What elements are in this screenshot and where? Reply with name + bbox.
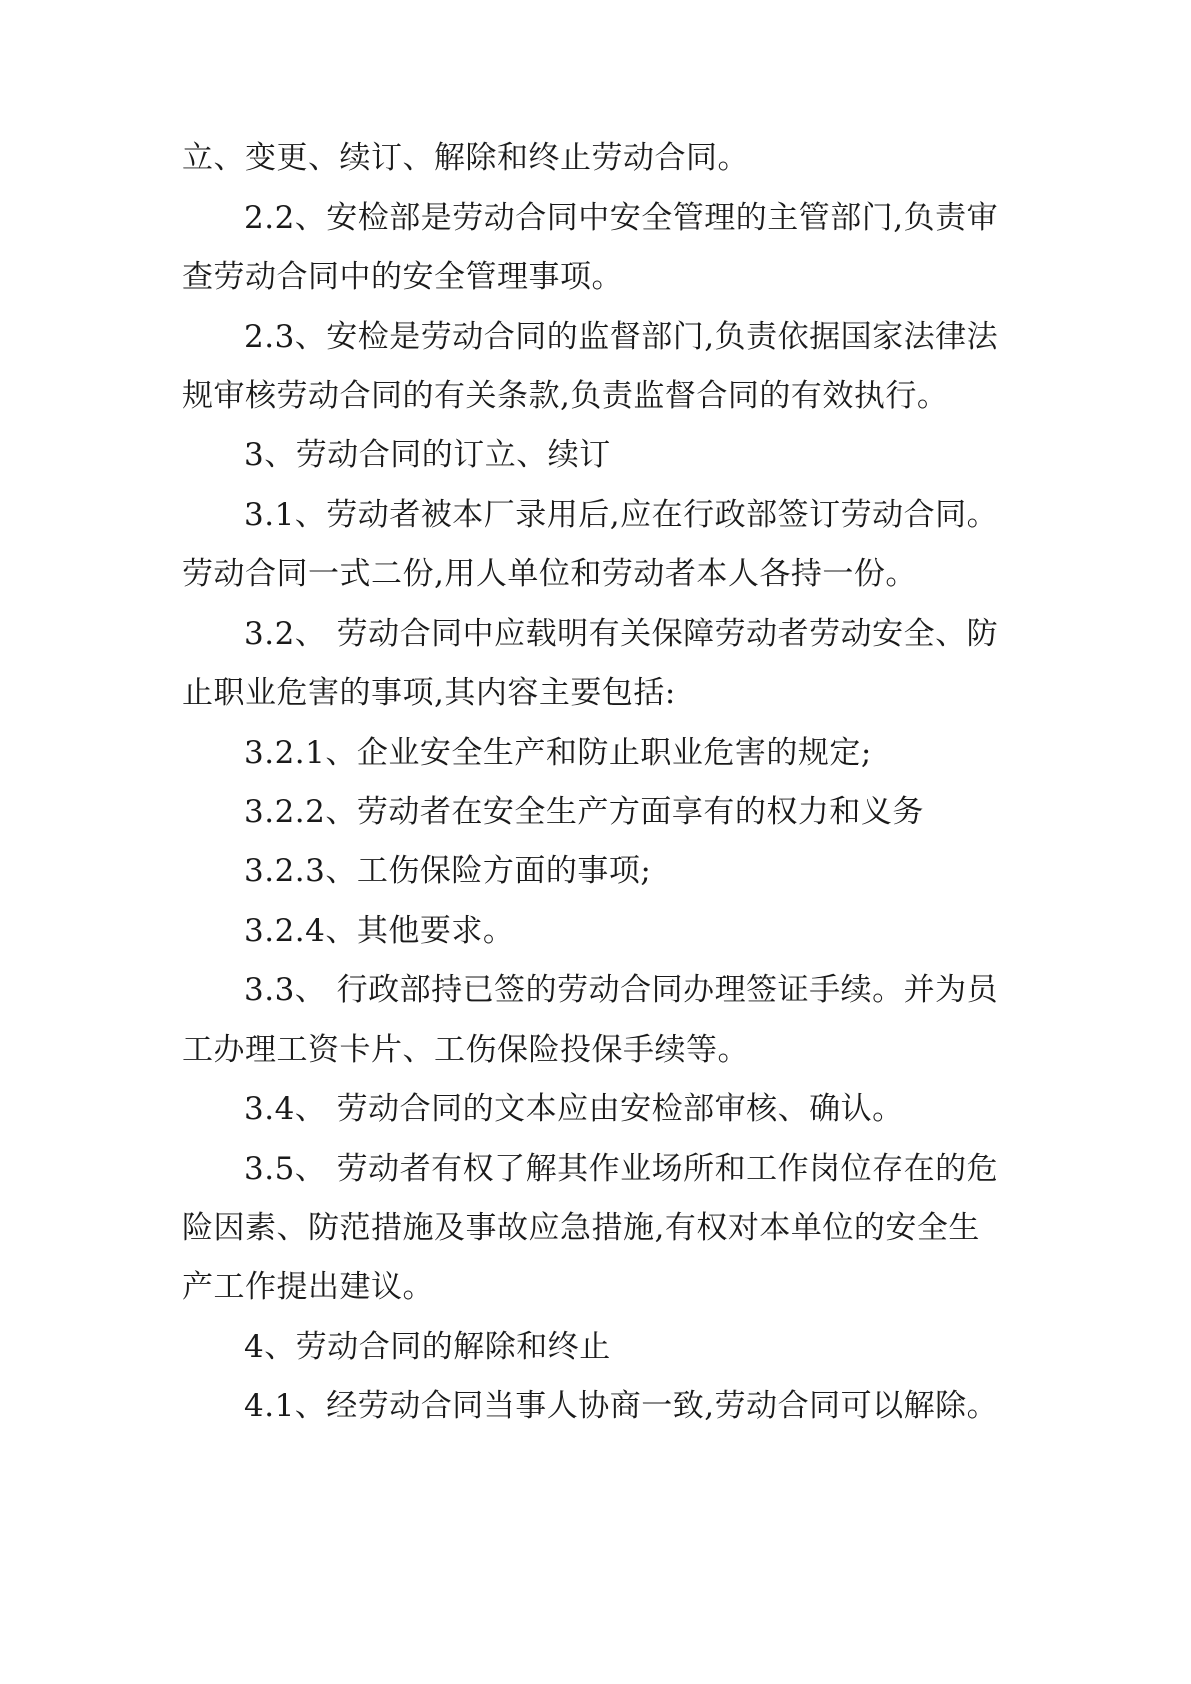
text-line: 产工作提出建议。 — [182, 1269, 434, 1305]
text-line: 2.3、安检是劳动合同的监督部门,负责依据国家法律法 — [244, 319, 999, 355]
section-heading: 4、劳动合同的解除和终止 — [244, 1329, 611, 1365]
text-line: 3.2、 劳动合同中应载明有关保障劳动者劳动安全、防 — [244, 616, 999, 652]
text-line: 2.2、安检部是劳动合同中安全管理的主管部门,负责审 — [244, 200, 999, 236]
text-line: 规审核劳动合同的有关条款,负责监督合同的有效执行。 — [182, 378, 949, 414]
text-line: 3.2.3、工伤保险方面的事项; — [244, 853, 652, 889]
text-line: 3.3、 行政部持已签的劳动合同办理签证手续。并为员 — [244, 972, 999, 1008]
text-line: 止职业危害的事项,其内容主要包括: — [182, 675, 676, 711]
text-line: 4.1、经劳动合同当事人协商一致,劳动合同可以解除。 — [244, 1388, 999, 1424]
text-line: 工办理工资卡片、工伤保险投保手续等。 — [182, 1032, 749, 1068]
text-line: 立、变更、续订、解除和终止劳动合同。 — [182, 140, 749, 176]
text-line: 3.2.2、劳动者在安全生产方面享有的权力和义务 — [244, 794, 924, 830]
text-line: 3.4、 劳动合同的文本应由安检部审核、确认。 — [244, 1091, 904, 1127]
text-line: 劳动合同一式二份,用人单位和劳动者本人各持一份。 — [182, 556, 917, 592]
text-line: 3.5、 劳动者有权了解其作业场所和工作岗位存在的危 — [244, 1151, 999, 1187]
text-line: 3.2.1、企业安全生产和防止职业危害的规定; — [244, 735, 872, 771]
text-line: 3.2.4、其他要求。 — [244, 913, 515, 949]
text-line: 3.1、劳动者被本厂录用后,应在行政部签订劳动合同。 — [244, 497, 999, 533]
text-line: 险因素、防范措施及事故应急措施,有权对本单位的安全生 — [182, 1210, 980, 1246]
section-heading: 3、劳动合同的订立、续订 — [244, 437, 611, 473]
text-line: 查劳动合同中的安全管理事项。 — [182, 259, 623, 295]
